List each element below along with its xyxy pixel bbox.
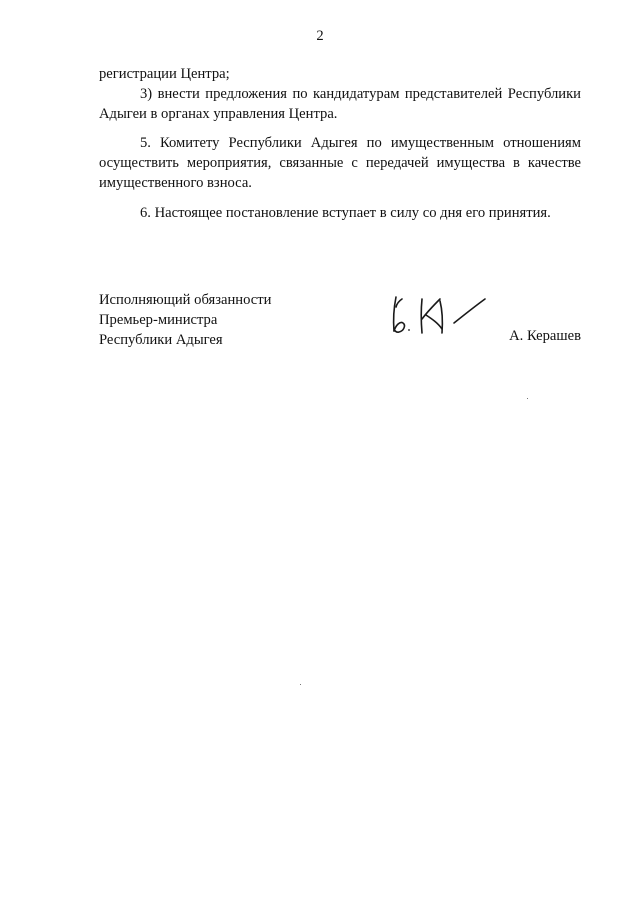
scan-speck [527, 398, 528, 399]
signer-name: А. Керашев [509, 328, 581, 344]
clause-5-line-1: 5. Комитету Республики Адыгея по имущественным отношениям [140, 135, 581, 151]
clause-5-line-3: имущественного взноса. [99, 175, 252, 191]
signatory-title-line-2: Премьер-министра [99, 312, 218, 328]
paragraph-clause-5 [99, 133, 581, 193]
signatory-title-line-3: Республики Адыгея [99, 332, 223, 348]
scan-speck [300, 684, 301, 685]
clause-3-line-2: Адыгеи в органах управления Центра. [99, 106, 338, 122]
page-number: 2 [316, 28, 324, 44]
clause-5-line-2: осуществить мероприятия, связанные с передачей имущества в качестве [99, 155, 581, 171]
clause-3-line-1: 3) внести предложения по кандидатурам представителей Республики [140, 86, 581, 102]
clause-6-line: 6. Настоящее постановление вступает в силу со дня его принятия. [140, 205, 551, 221]
paragraph-clause-6 [99, 203, 581, 223]
signatory-title-line-1: Исполняющий обязанности [99, 292, 272, 308]
clause-continuation-line: регистрации Центра; [99, 66, 230, 82]
signatory-title [99, 290, 271, 350]
handwritten-signature [382, 289, 492, 345]
paragraph-clause-3 [99, 64, 581, 124]
